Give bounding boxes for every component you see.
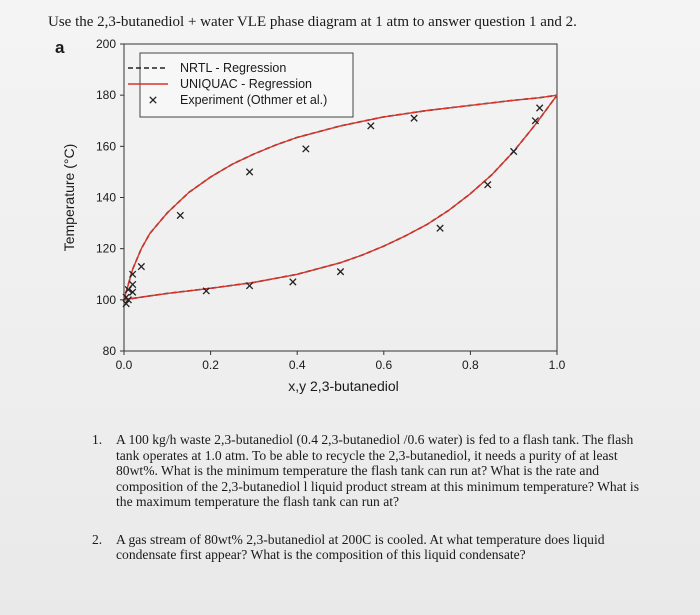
question-number: 1. — [92, 432, 103, 447]
x-tick-label: 0.6 — [375, 358, 393, 372]
x-axis-label: x,y 2,3-butanediol — [288, 378, 399, 394]
experiment-point — [368, 123, 374, 129]
legend-label: NRTL - Regression — [180, 61, 287, 75]
x-tick-label: 0.4 — [288, 358, 306, 372]
question-text: A 100 kg/h waste 2,3-butanediol (0.4 2,3-butanediol /0.6 water) is fed to a flash tank. The flash tank operates at 1.0 atm. To be able to recycle the 2,3-butanediol, it needs a purity of at least 80wt%. What is the minimum temperature the flash tank can run at? What is the rate and composition of the 2,3-butanediol l liquid product stream at this minimum temperature? What is the maximum temperature the flash tank can run at? — [116, 432, 640, 509]
x-tick-label: 0.2 — [202, 358, 219, 372]
experiment-point — [129, 281, 135, 287]
experiment-point — [511, 148, 517, 154]
y-tick-label: 80 — [102, 344, 116, 358]
x-tick-label: 0.0 — [115, 358, 133, 372]
experiment-point — [303, 146, 309, 152]
question-2 — [92, 532, 652, 563]
y-tick-label: 140 — [95, 190, 116, 205]
y-tick-label: 180 — [95, 88, 116, 103]
question-text: A gas stream of 80wt% 2,3-butanediol at 200C is cooled. At what temperature does liquid condensate first appear? What is the composition of this liquid condensate? — [116, 531, 605, 562]
y-tick-label: 200 — [95, 37, 116, 51]
legend-label: UNIQUAC - Regression — [180, 77, 312, 91]
y-axis-label: Temperature (°C) — [61, 143, 77, 252]
experiment-point — [437, 225, 443, 231]
experiment-point — [177, 212, 183, 218]
experiment-point — [485, 182, 491, 188]
y-tick-label: 120 — [95, 241, 116, 256]
experiment-point — [246, 169, 252, 175]
legend-label: Experiment (Othmer et al.) — [180, 93, 328, 107]
experiment-point — [290, 279, 296, 285]
y-tick-label: 160 — [95, 139, 116, 154]
question-list — [92, 432, 652, 585]
chart-markers — [123, 105, 543, 307]
experiment-point — [138, 263, 144, 269]
x-tick-label: 1.0 — [548, 358, 566, 372]
chart-curves — [124, 95, 557, 300]
question-number: 2. — [92, 531, 103, 547]
uniquac-dew-curve — [124, 95, 557, 300]
panel-label: a — [55, 38, 65, 57]
chart-legend — [128, 53, 353, 117]
experiment-point — [536, 105, 542, 111]
y-tick-label: 100 — [95, 292, 116, 307]
experiment-point — [411, 115, 417, 121]
x-tick-label: 0.8 — [462, 358, 479, 372]
question-1 — [92, 432, 652, 510]
experiment-point — [337, 268, 343, 274]
intro-text: Use the 2,3-butanediol + water VLE phase diagram at 1 atm to answer question 1 and 2. — [48, 14, 577, 30]
